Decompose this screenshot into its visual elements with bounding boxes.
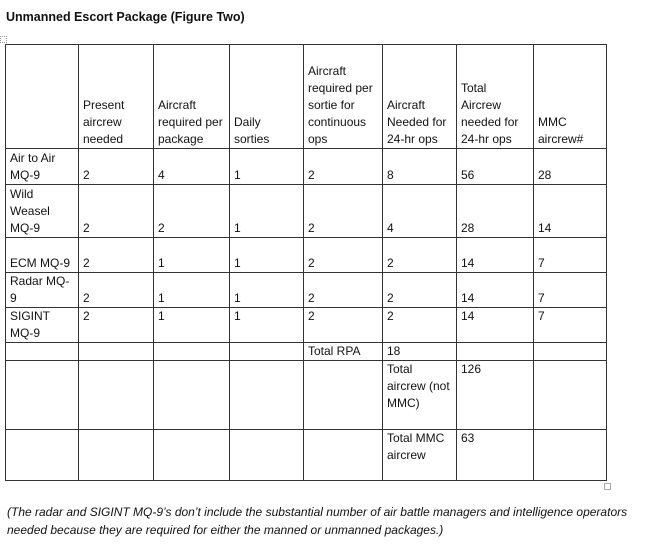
cell-per-package: 1	[154, 308, 230, 343]
cell-daily: 1	[230, 308, 304, 343]
header-aircraft-per-package: Aircraft required per package	[154, 45, 230, 149]
cell-total-aircrew: 14	[457, 308, 534, 343]
cell-per-sortie: 2	[304, 238, 383, 273]
header-aircraft-24hr: Aircraft Needed for 24-hr ops	[383, 45, 457, 149]
cell-present: 2	[79, 149, 154, 185]
table-anchor-handle[interactable]	[0, 36, 7, 43]
cell-mmc: 14	[534, 185, 607, 238]
cell-mmc: 7	[534, 238, 607, 273]
total-rpa-value: 18	[383, 343, 457, 361]
table-resize-handle[interactable]	[604, 483, 611, 490]
cell-total-aircrew: 28	[457, 185, 534, 238]
cell-per-package: 1	[154, 273, 230, 308]
cell-needed-24: 8	[383, 149, 457, 185]
cell-present: 2	[79, 185, 154, 238]
cell-mmc: 7	[534, 308, 607, 343]
cell-present: 2	[79, 238, 154, 273]
cell-present: 2	[79, 308, 154, 343]
header-total-aircrew-24hr: Total Aircrew needed for 24-hr ops	[457, 45, 534, 149]
cell-total-aircrew: 14	[457, 273, 534, 308]
header-present-aircrew: Present aircrew needed	[79, 45, 154, 149]
total-aircrew-label: Total aircrew (not MMC)	[383, 361, 457, 430]
total-rpa-label: Total RPA	[304, 343, 383, 361]
cell-daily: 1	[230, 273, 304, 308]
cell-needed-24: 2	[383, 308, 457, 343]
header-row	[6, 45, 607, 149]
total-rpa-row	[6, 343, 607, 361]
table-row	[6, 238, 607, 273]
table-row	[6, 149, 607, 185]
table-row	[6, 308, 607, 343]
cell-present: 2	[79, 273, 154, 308]
header-mmc-aircrew: MMC aircrew#	[534, 45, 607, 149]
row-label: Radar MQ-9	[6, 273, 79, 308]
table-row	[6, 273, 607, 308]
footnote: (The radar and SIGINT MQ-9’s don’t include the substantial number of air battle managers and intelligence operators needed because they are required for either the manned or unmanned packages.)	[7, 505, 628, 537]
cell-per-package: 4	[154, 149, 230, 185]
cell-per-sortie: 2	[304, 185, 383, 238]
cell-needed-24: 2	[383, 238, 457, 273]
total-mmc-value: 63	[457, 430, 534, 481]
cell-per-sortie: 2	[304, 273, 383, 308]
total-mmc-row	[6, 430, 607, 481]
table-row	[6, 185, 607, 238]
row-label: Wild Weasel MQ-9	[6, 185, 79, 238]
cell-per-sortie: 2	[304, 308, 383, 343]
cell-per-package: 2	[154, 185, 230, 238]
escort-package-table	[5, 44, 607, 481]
cell-total-aircrew: 56	[457, 149, 534, 185]
cell-needed-24: 2	[383, 273, 457, 308]
header-aircraft-per-sortie: Aircraft required per sortie for continuous ops	[304, 45, 383, 149]
total-mmc-label: Total MMC aircrew	[383, 430, 457, 481]
total-aircrew-row	[6, 361, 607, 430]
header-daily-sorties: Daily sorties	[230, 45, 304, 149]
row-label: Air to Air MQ-9	[6, 149, 79, 185]
cell-mmc: 28	[534, 149, 607, 185]
cell-daily: 1	[230, 238, 304, 273]
total-aircrew-value: 126	[457, 361, 534, 430]
document-title: Unmanned Escort Package (Figure Two)	[6, 10, 245, 24]
cell-daily: 1	[230, 149, 304, 185]
header-cell-empty	[6, 45, 79, 149]
cell-needed-24: 4	[383, 185, 457, 238]
cell-per-package: 1	[154, 238, 230, 273]
cell-total-aircrew: 14	[457, 238, 534, 273]
cell-daily: 1	[230, 185, 304, 238]
row-label: ECM MQ-9	[6, 238, 79, 273]
cell-mmc: 7	[534, 273, 607, 308]
cell-per-sortie: 2	[304, 149, 383, 185]
row-label: SIGINT MQ-9	[6, 308, 79, 343]
